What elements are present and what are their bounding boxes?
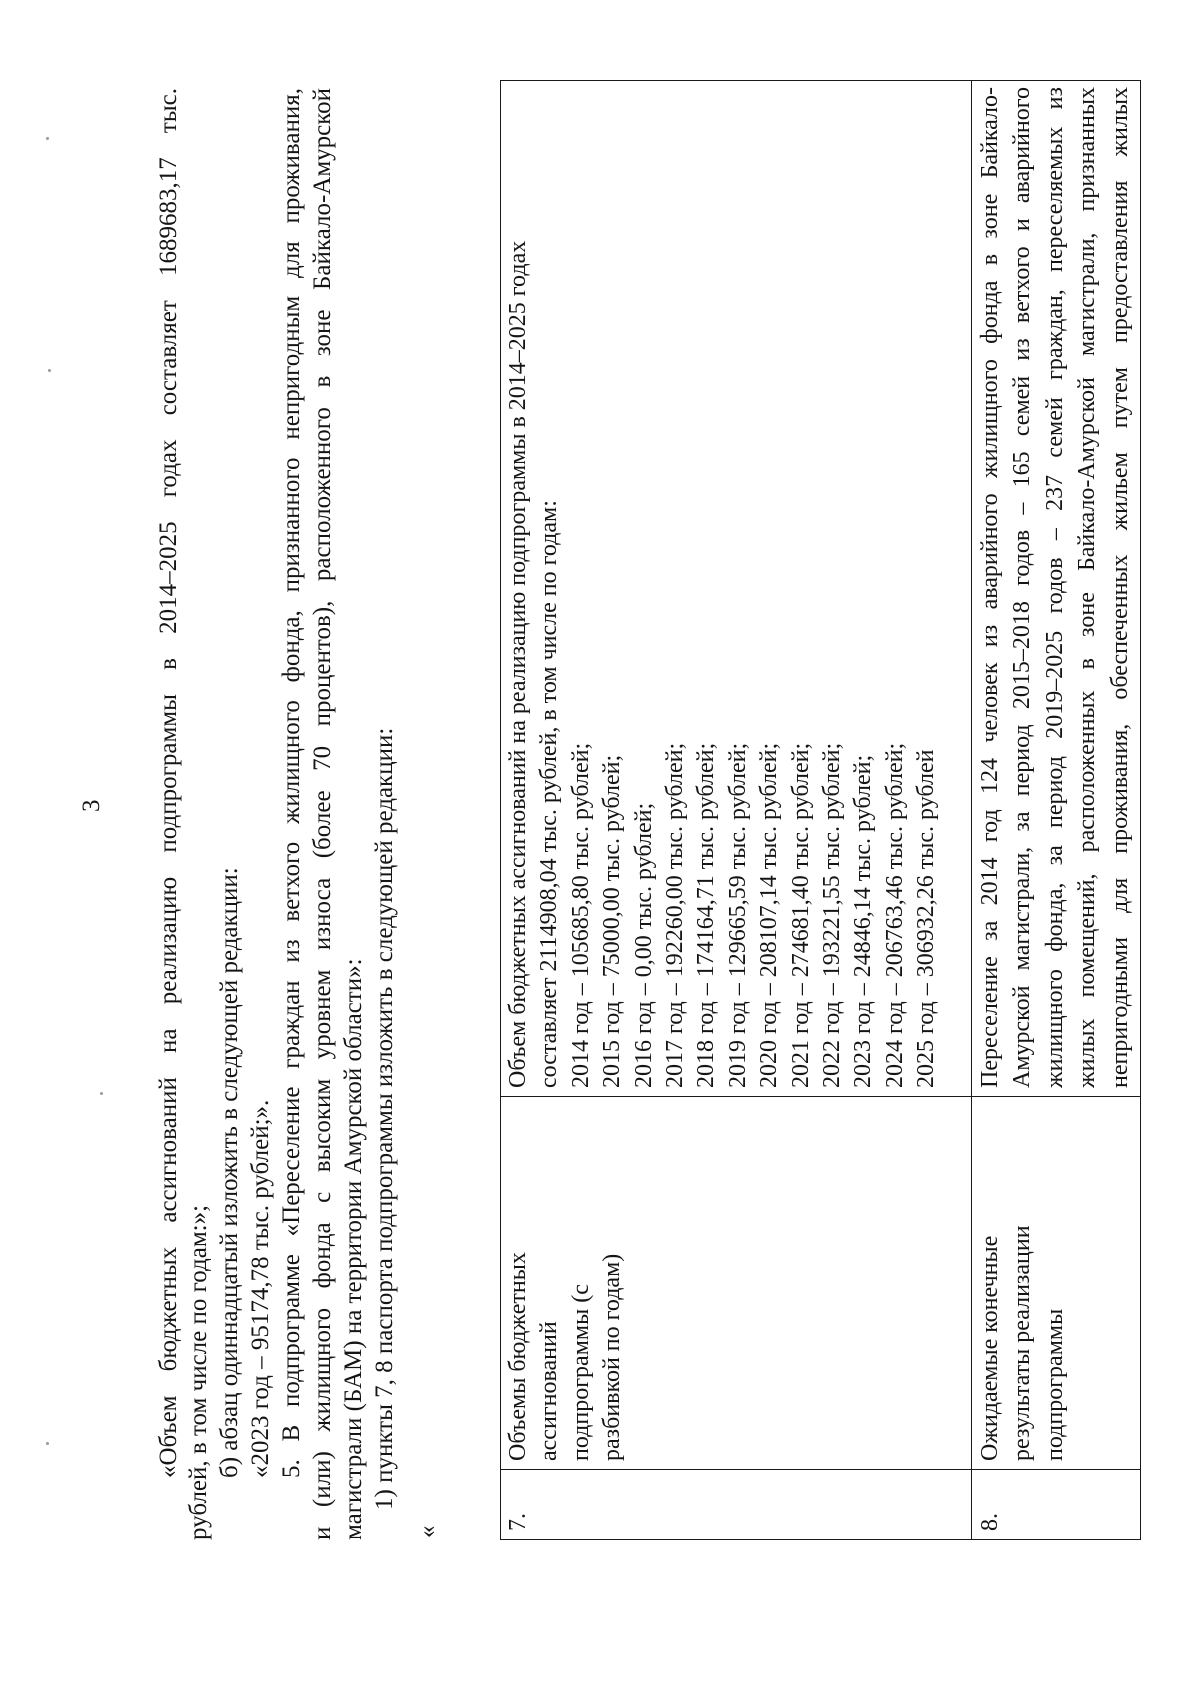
page-number: 3 bbox=[78, 799, 105, 812]
scan-speck bbox=[46, 1442, 49, 1445]
year-line: 2017 год – 192260,00 тыс. рублей; bbox=[662, 742, 689, 1088]
paragraph-line: 1) пункты 7, 8 паспорта подпрограммы изложить в следующей редакции: bbox=[371, 727, 398, 1510]
row-number: 7. bbox=[501, 1470, 972, 1540]
paragraph-line: рублей, в том числе по годам:»; bbox=[185, 1204, 212, 1540]
year-line: 2018 год – 174164,71 тыс. рублей; bbox=[693, 742, 720, 1088]
paragraph-text: и (или) жилищного фонда с высоким уровнем износа (более 70 процентов), расположенного в зоне Байкало-Амурской bbox=[309, 88, 336, 1540]
year-line: 2024 год – 206763,46 тыс. рублей; bbox=[881, 742, 908, 1088]
value-line: непригодными для проживания, обеспеченных жильем путем предоставления жилых bbox=[1106, 87, 1133, 1088]
quote-mark: « bbox=[414, 1525, 441, 1538]
row-label bbox=[501, 1097, 972, 1470]
row-value bbox=[501, 81, 972, 1097]
paragraph-line: «2023 год – 95174,78 тыс. рублей;». bbox=[247, 1099, 274, 1478]
year-line: 2014 год – 105685,80 тыс. рублей; bbox=[567, 742, 594, 1088]
year-line: 2022 год – 193221,55 тыс. рублей; bbox=[819, 742, 846, 1088]
value-line: составляет 2114908,04 тыс. рублей, в том числе по годам: bbox=[536, 500, 563, 1088]
label-line: Объемы бюджетных bbox=[505, 1252, 531, 1461]
table-row-7 bbox=[501, 81, 972, 1540]
paragraph-line bbox=[309, 88, 337, 1540]
year-line: 2023 год – 24846,14 тыс. рублей; bbox=[850, 754, 877, 1088]
row-number: 8. bbox=[971, 1470, 1141, 1540]
label-line: Ожидаемые конечные bbox=[976, 1235, 1003, 1461]
paragraph-line: б) абзац одиннадцатый изложить в следующей редакции: bbox=[216, 867, 243, 1478]
paragraph-line bbox=[155, 88, 183, 1478]
label-line: результаты реализации bbox=[1009, 1225, 1036, 1461]
value-line: Объем бюджетных ассигнований на реализацию подпрограммы в 2014–2025 годах bbox=[505, 240, 531, 1088]
paragraph-line: магистрали (БАМ) на территории Амурской области»: bbox=[340, 958, 367, 1540]
label-line: ассигнований bbox=[536, 1321, 563, 1461]
document-page bbox=[30, 50, 1166, 1650]
paragraph-text: «Объем бюджетных ассигнований на реализацию подпрограммы в 2014–2025 годах составляет 1689683,17 тыс. bbox=[155, 88, 182, 1478]
row-value bbox=[971, 81, 1141, 1097]
scan-speck bbox=[46, 137, 49, 140]
year-line: 2021 год – 274681,40 тыс. рублей; bbox=[787, 742, 814, 1088]
spacer bbox=[943, 87, 967, 1088]
value-line: жилищного фонда, за период 2019–2025 годов – 237 семей граждан, переселяемых из bbox=[1041, 87, 1068, 1088]
year-line: 2025 год – 306932,26 тыс. рублей bbox=[913, 749, 940, 1088]
paragraph-line bbox=[278, 88, 306, 1478]
paragraph-text: 5. В подпрограмме «Переселение граждан из ветхого жилищного фонда, признанного непригодным для проживания, bbox=[278, 88, 305, 1478]
year-line: 2019 год – 129665,59 тыс. рублей; bbox=[724, 742, 751, 1088]
year-line: 2016 год – 0,00 тыс. рублей; bbox=[630, 802, 657, 1088]
table-row-8 bbox=[971, 81, 1141, 1540]
passport-table bbox=[500, 80, 1141, 1540]
label-line: подпрограммы bbox=[1041, 1308, 1068, 1461]
scan-speck bbox=[100, 1092, 103, 1095]
row-label bbox=[971, 1097, 1141, 1470]
label-line: разбивкой по годам) bbox=[599, 1253, 626, 1461]
value-line: жилых помещений, расположенных в зоне Байкало-Амурской магистрали, признанных bbox=[1074, 87, 1101, 1088]
value-line: Амурской магистрали, за период 2015–2018 годов – 165 семей из ветхого и аварийного bbox=[1009, 87, 1036, 1088]
label-line: подпрограммы (с bbox=[567, 1284, 594, 1461]
year-line: 2015 год – 75000,00 тыс. рублей; bbox=[599, 754, 626, 1088]
year-line: 2020 год – 208107,14 тыс. рублей; bbox=[756, 742, 783, 1088]
value-line: Переселение за 2014 год 124 человек из аварийного жилищного фонда в зоне Байкало- bbox=[976, 87, 1003, 1088]
scan-speck bbox=[48, 369, 51, 372]
